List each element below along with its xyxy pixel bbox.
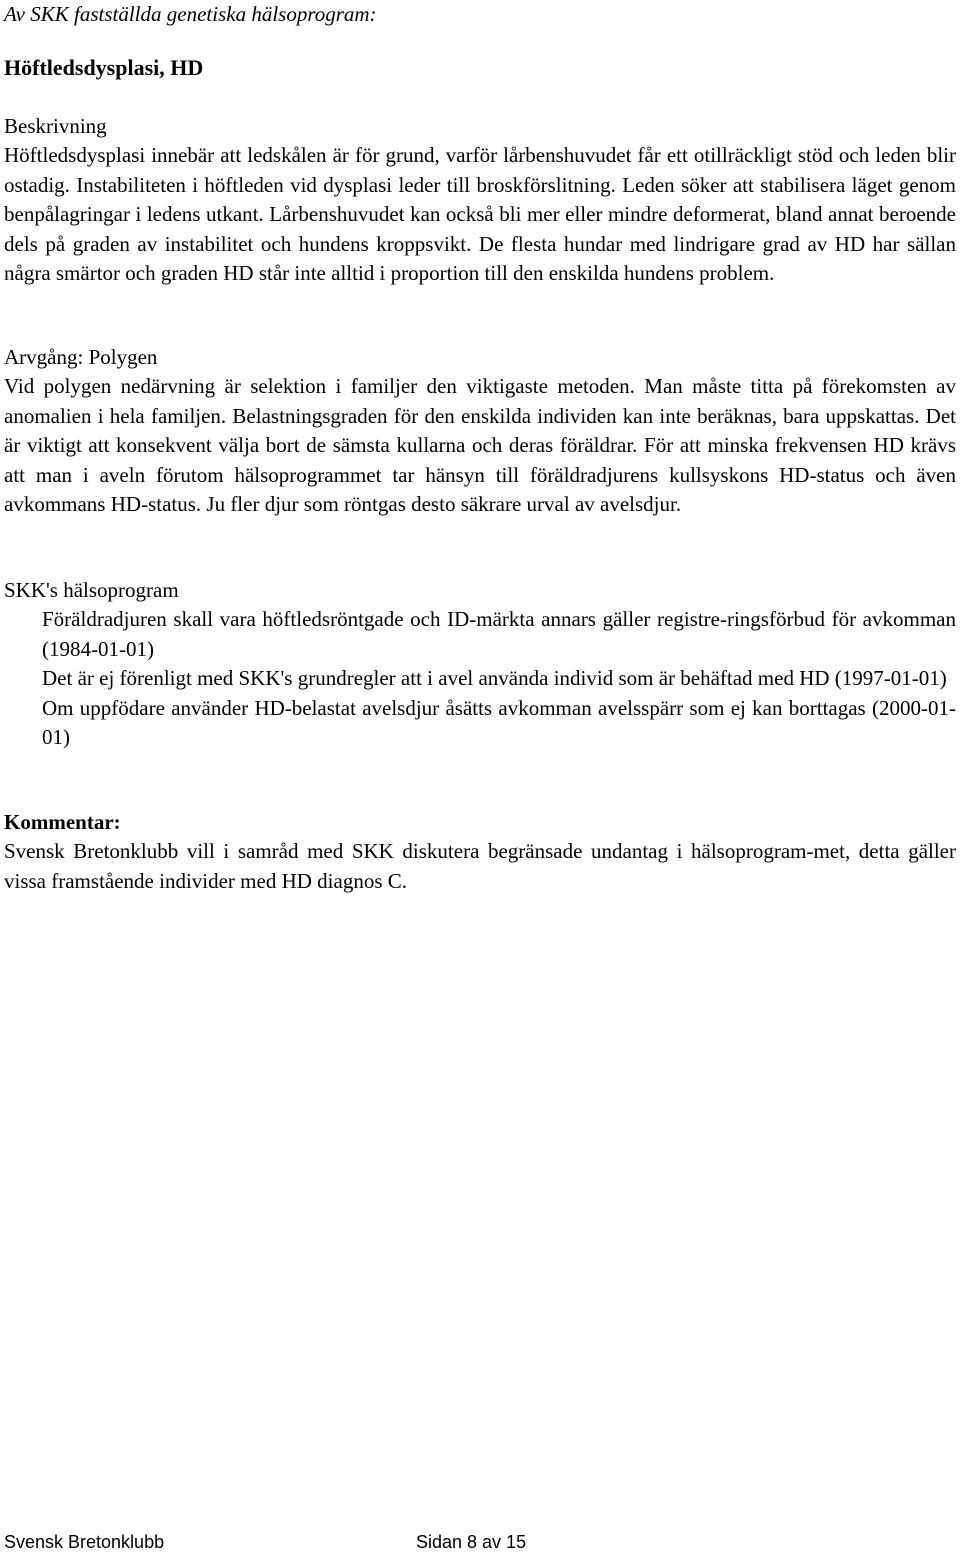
section-paragraph: Svensk Bretonklubb vill i samråd med SKK diskutera begränsade undantag i hälsoprogram-met, detta gäller vissa framstående individer med HD diagnos C. [4, 839, 956, 893]
section-heading: Kommentar: [4, 810, 121, 834]
section-arvgang [4, 343, 956, 519]
list-item: Det är ej förenligt med SKK's grundregler att i avel använda individ som är behäftad med HD (1997-01-01) [42, 666, 947, 691]
list-item: Föräldradjuren skall vara höftledsröntgade och ID-märkta annars gäller registre-ringsförbud för avkomman (1984-01-01) [42, 607, 956, 661]
section-heading: Arvgång: Polygen [4, 345, 158, 369]
section-skk-halsoprogram [4, 576, 956, 752]
section-paragraph: Höftledsdysplasi innebär att ledskålen är för grund, varför lårbenshuvudet får ett otillräckligt stöd och leden blir ostadig. Instabiliteten i höftleden vid dysplasi leder till broskförslitning. Leden söker att stabilisera läget genom benpålagringar i ledens utkant. Lårbenshuvudet kan också bli mer eller mindre deformerat, bland annat beroende dels på graden av instabilitet och hundens kroppsvikt. De flesta hundar med lindrigare grad av HD har sällan några smärtor och graden HD står inte alltid i proportion till den enskilda hundens problem. [4, 143, 956, 286]
footer-club-name: Svensk Bretonklubb [4, 1532, 165, 1552]
footer-page-number: Sidan 8 av 15 [416, 1532, 527, 1552]
section-heading: Beskrivning [4, 114, 107, 138]
list-item: Om uppfödare använder HD-belastat avelsdjur åsätts avkomman avelsspärr som ej kan borttagas (2000-01-01) [42, 695, 956, 750]
header-note: Av SKK fastställda genetiska hälsoprogram: [4, 2, 377, 26]
section-paragraph: Vid polygen nedärvning är selektion i familjer den viktigaste metoden. Man måste titta på förekomsten av anomalien i hela familjen. Belastningsgraden för den enskilda individen kan inte beräknas, bara uppskattas. Det är viktigt att konsekvent välja bort de sämsta kullarna och deras föräldrar. För att minska frekvensen HD krävs att man i aveln förutom hälsoprogrammet tar hänsyn till föräldradjurens kullsyskons HD-status och även avkommans HD-status. Ju fler djur som röntgas desto säkrare urval av avelsdjur. [4, 374, 956, 517]
section-kommentar [4, 808, 956, 896]
rule-list [4, 605, 956, 752]
section-heading: SKK's hälsoprogram [4, 578, 179, 602]
page-title: Höftledsdysplasi, HD [4, 55, 204, 80]
section-beskrivning [4, 112, 956, 288]
